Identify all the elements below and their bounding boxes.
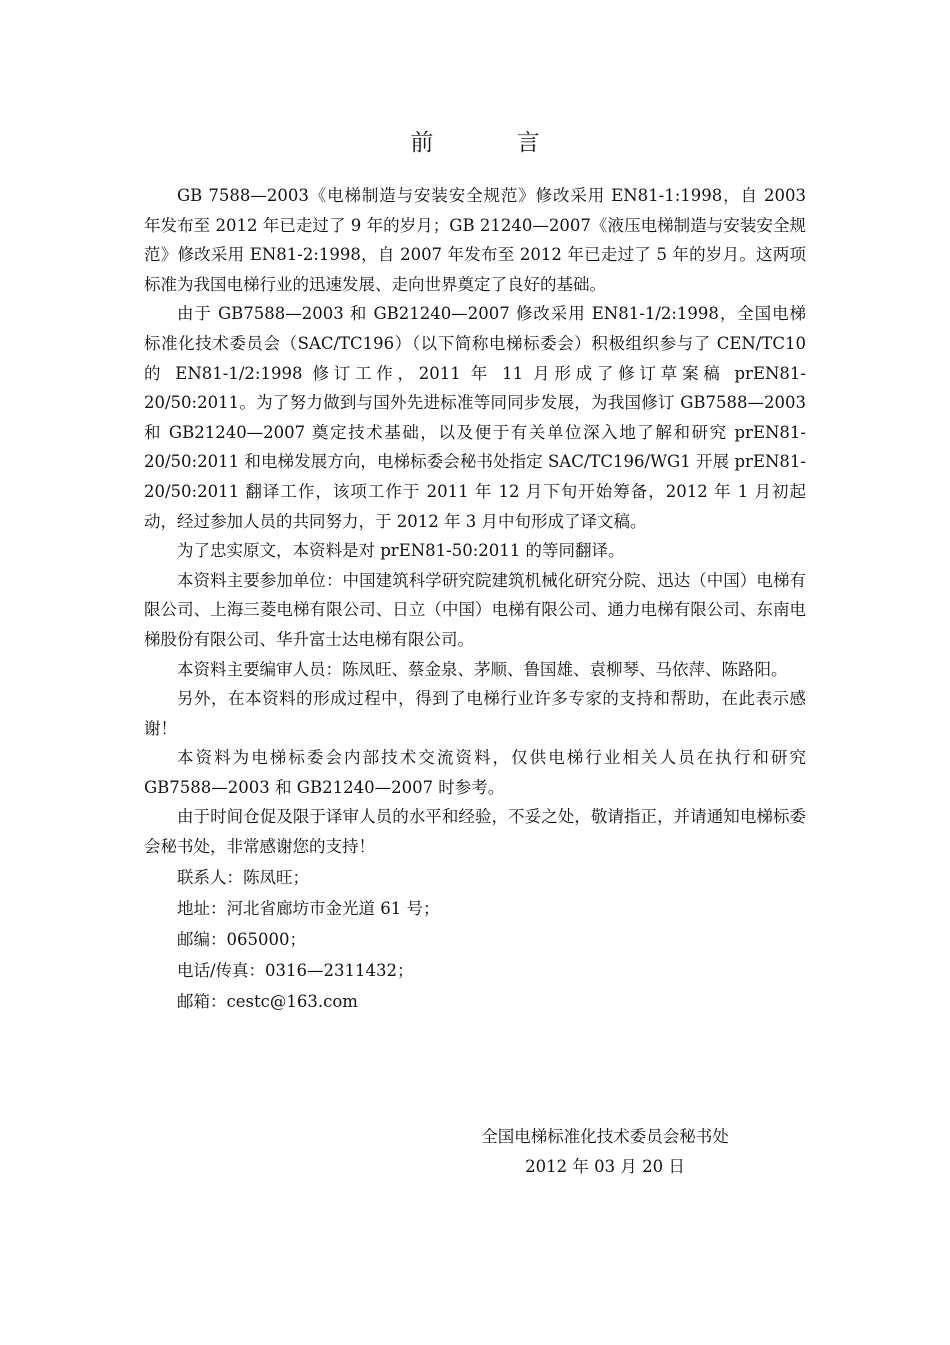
contact-person: 联系人：陈凤旺； — [177, 867, 309, 887]
paragraph-background: GB 7588—2003《电梯制造与安装安全规范》修改采用 EN81-1:1998，自 2003 年发布至 2012 年已走过了 9 年的岁月；GB 21240—2007《液压电梯制造与安装安全规范》修改采用 EN81-2:1998，自 2007 年发布至 2012 年已走过了 5 年的岁月。这两项标准为我国电梯行业的迅速发展、走向世界奠定了良好的基础。 — [144, 186, 806, 294]
paragraph-editors: 本资料主要编审人员：陈凤旺、蔡金泉、茅顺、鲁国雄、袁柳琴、马依萍、陈路阳。 — [177, 659, 788, 679]
page-title: 前 言 — [410, 130, 578, 156]
contact-postcode: 邮编：065000； — [177, 929, 306, 949]
signature-organization: 全国电梯标准化技术委员会秘书处 — [481, 1127, 729, 1146]
signature-block — [440, 1122, 770, 1182]
paragraph-usage-note: 本资料为电梯标委会内部技术交流资料，仅供电梯行业相关人员在执行和研究 GB7588—2003 和 GB21240—2007 时参考。 — [144, 748, 806, 797]
paragraph-fidelity: 为了忠实原文，本资料是对 prEN81-50:2011 的等同翻译。 — [177, 541, 625, 561]
contact-email: 邮箱：cestc@163.com — [177, 991, 358, 1011]
contact-address: 地址：河北省廊坊市金光道 61 号； — [177, 898, 440, 918]
paragraph-participating-units: 本资料主要参加单位：中国建筑科学研究院建筑机械化研究分院、迅达（中国）电梯有限公司、上海三菱电梯有限公司、日立（中国）电梯有限公司、通力电梯有限公司、东南电梯股份有限公司、华升富士达电梯有限公司。 — [144, 570, 806, 649]
paragraph-feedback: 由于时间仓促及限于译审人员的水平和经验，不妥之处，敬请指正，并请通知电梯标委会秘书处，非常感谢您的支持！ — [144, 807, 806, 857]
preface-body — [144, 181, 806, 1017]
paragraph-translation-work: 由于 GB7588—2003 和 GB21240—2007 修改采用 EN81-1/2:1998，全国电梯标准化技术委员会（SAC/TC196）（以下简称电梯标委会）积极组织参与了 CEN/TC10 的 EN81-1/2:1998 修订工作，2011 年 11 月形成了修订草案稿 prEN81-20/50:2011。为了努力做到与国外先进标准等同同步发展，为我国修订 GB7588—2003 和 GB21240—2007 奠定技术基础，以及便于有关单位深入地了解和研究 prEN81-20/50:2011 和电梯发展方向，电梯标委会秘书处指定 SAC/TC196/WG1 开展 prEN81-20/50:2011 翻译工作，该项工作于 2011 年 12 月下旬开始筹备，2012 年 1 月初起动，经过参加人员的共同努力，于 2012 年 3 月中旬形成了译文稿。 — [144, 304, 806, 531]
signature-date: 2012 年 03 月 20 日 — [525, 1157, 685, 1176]
contact-phone-fax: 电话/传真：0316—2311432； — [177, 960, 414, 980]
paragraph-acknowledgement: 另外，在本资料的形成过程中，得到了电梯行业许多专家的支持和帮助，在此表示感谢！ — [144, 689, 806, 738]
